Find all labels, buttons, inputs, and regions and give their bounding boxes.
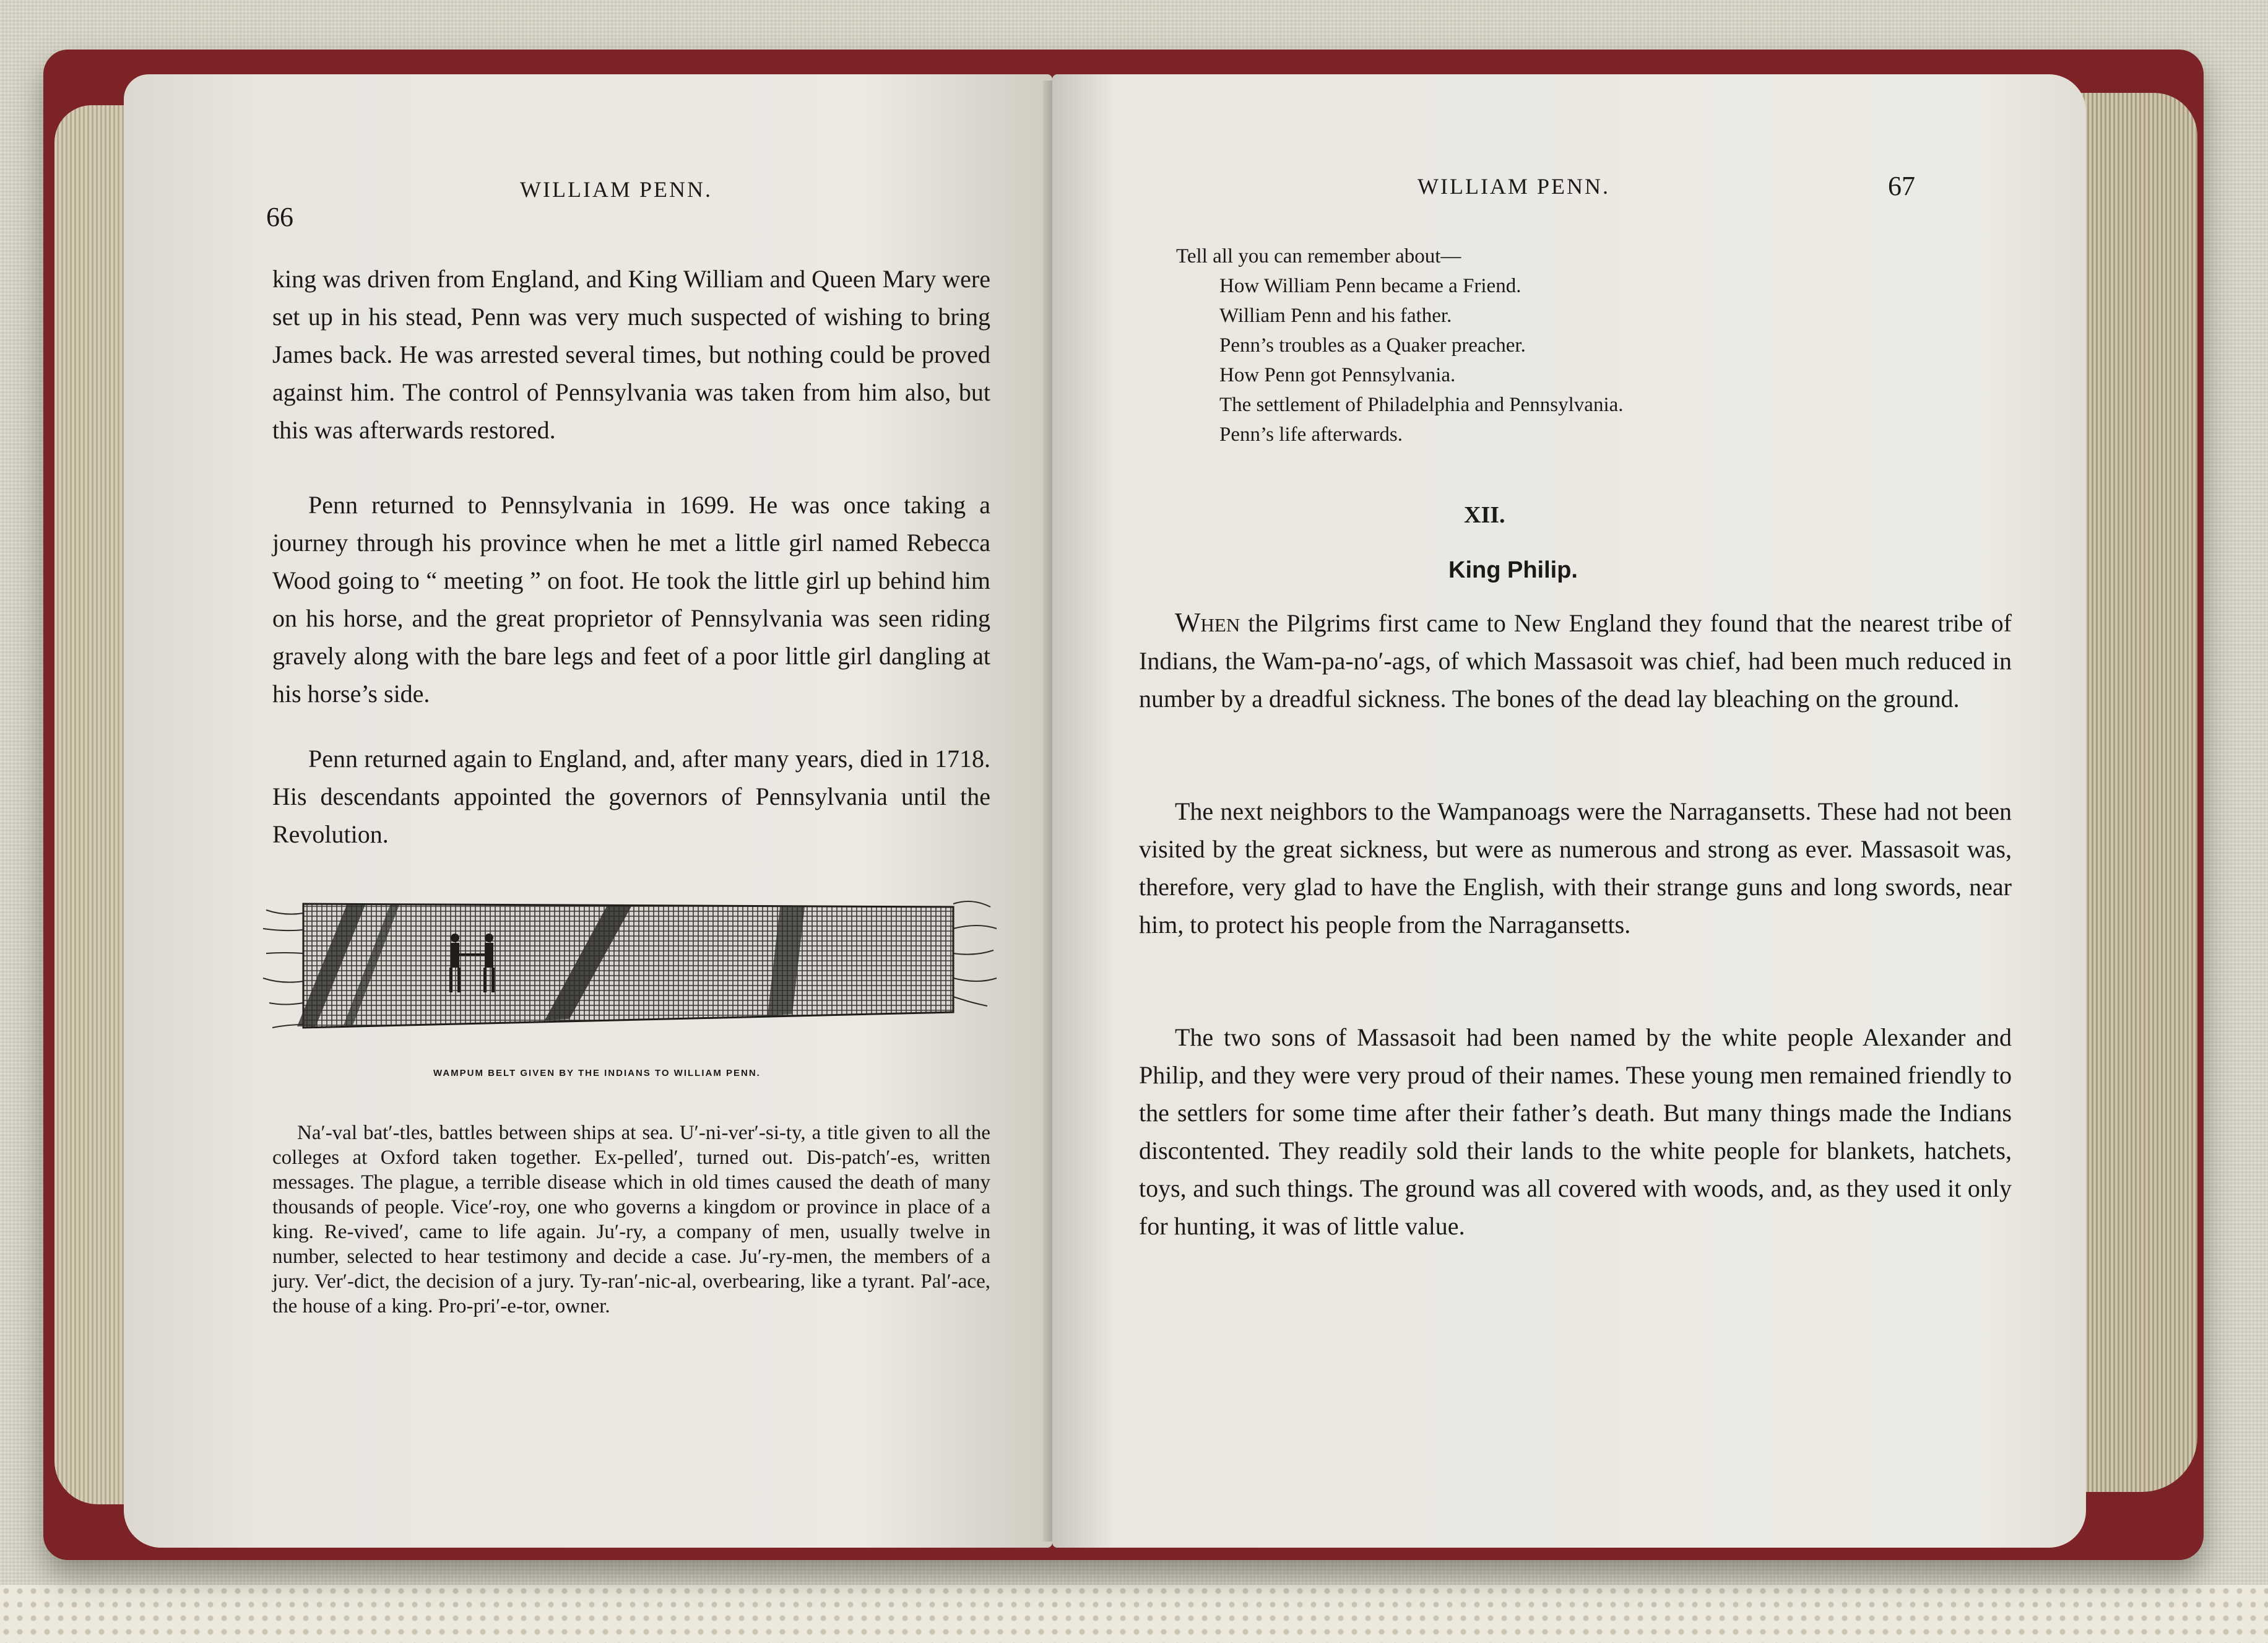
chapter-number: XII. — [1464, 502, 1505, 528]
first-word: When — [1175, 607, 1240, 638]
lace-tablecloth-edge — [0, 1585, 2268, 1643]
paragraph: When the Pilgrims first came to New England they found that the nearest tribe of Indians, the Wam-pa-no′-ags, of which Massasoit was chief, had been much reduced in number by a dreadful sickness. The bones of the dead lay bleaching on the ground. — [1139, 607, 2012, 713]
question-item: The settlement of Philadelphia and Pennsylvania. — [1219, 394, 1624, 416]
question-item: William Penn and his father. — [1219, 305, 1452, 327]
page-edges-right — [2067, 93, 2197, 1492]
glossary: Na′-val bat′-tles, battles between ships at sea. U′-ni-ver′-si-ty, a title given to all the colleges at Oxford taken together. Ex-pelled′, turned out. Dis-patch′-es, written messages. The plague, a terrible disease which in old times caused the death of many thousands of people. Vice′-roy, one who governs a kingdom or province in place of a king. Re-vived′, came to life again. Ju′-ry, a company of men, usually twelve in number, selected to hear testimony and decide a case. Ju′-ry-men, the members of a jury. Ver′-dict, the decision of a jury. Ty-ran′-nic-al, overbearing, like a tyrant. Pal′-ace, the house of a king. Pro-pri′-e-tor, owner. — [272, 1122, 990, 1317]
review-questions — [1176, 241, 1919, 449]
paragraph: Penn returned to Pennsylvania in 1699. He was once taking a journey through his province when he met a little girl named Rebecca Wood going to “ meeting ” on foot. He took the little girl up behind him on his horse, and the great proprietor of Pennsylvania was seen riding gravely along with the bare legs and feet of a poor little girl dangling at his horse’s side. — [272, 491, 990, 708]
chapter-title: King Philip. — [1448, 557, 1578, 583]
question-item: Penn’s troubles as a Quaker preacher. — [1219, 334, 1526, 357]
wampum-belt-illustration — [260, 879, 1003, 1065]
page-number: 67 — [1888, 171, 1915, 201]
paragraph: king was driven from England, and King William and Queen Mary were set up in his stead, Penn was very much suspected of wishing to bring James back. He was arrested several times, but nothing could be proved against him. The control of Pennsylvania was taken from him also, but this was afterwards restored. — [272, 265, 990, 444]
question-item: How Penn got Pennsylvania. — [1219, 364, 1456, 386]
illustration-caption: WAMPUM BELT GIVEN BY THE INDIANS TO WILLIAM PENN. — [433, 1068, 761, 1078]
running-head: WILLIAM PENN. — [520, 177, 712, 202]
paragraph: The two sons of Massasoit had been named by the white people Alexander and Philip, and they were very proud of their names. These young men remained friendly to the settlers for some time after their father’s death. But many things made the Indians discontented. They readily sold their lands to the white people for blankets, hatchets, toys, and such things. The ground was all covered with woods, and, as they used it only for hunting, it was of little value. — [1139, 1023, 2012, 1240]
questions-lead: Tell all you can remember about— — [1176, 245, 1461, 267]
running-head: WILLIAM PENN. — [1418, 174, 1610, 199]
question-item: Penn’s life afterwards. — [1219, 423, 1403, 446]
paragraph: Penn returned again to England, and, after many years, died in 1718. His descendants appointed the governors of Pennsylvania until the Revolution. — [272, 745, 990, 848]
paragraph: The next neighbors to the Wampanoags were the Narragansetts. These had not been visited by the great sickness, but were as numerous and strong as ever. Massasoit was, therefore, very glad to have the English, with their strange guns and long swords, near him, to protect his people from the Narragansetts. — [1139, 797, 2012, 939]
question-item: How William Penn became a Friend. — [1219, 275, 1521, 297]
left-page — [124, 74, 1052, 1548]
right-page — [1052, 74, 2086, 1548]
page-number: 66 — [266, 202, 293, 232]
